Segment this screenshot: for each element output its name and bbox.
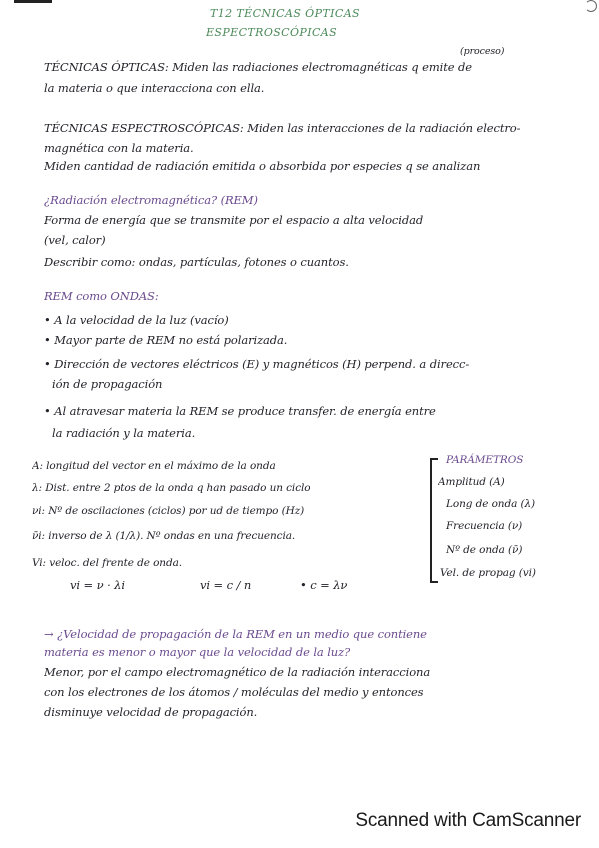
parametros-bracket — [430, 458, 432, 582]
camscanner-watermark: Scanned with CamScanner — [355, 810, 581, 831]
tecnicas-espectro-line-2: magnética con la materia. — [44, 141, 194, 155]
radiacion-line-2: (vel, calor) — [44, 233, 106, 247]
tecnicas-opticas-line-1: TÉCNICAS ÓPTICAS: Miden las radiaciones electromagnéticas q emite de — [44, 60, 472, 74]
parametro-longitud: Long de onda (λ) — [446, 498, 536, 510]
definicion-longitud: λ: Dist. entre 2 ptos de la onda q han pasado un ciclo — [32, 482, 311, 494]
formula-vi-nu-lambda: vi = ν · λi — [70, 578, 125, 592]
parametros-bracket-top — [430, 458, 438, 460]
radiacion-line-3: Describir como: ondas, partículas, fotones o cuantos. — [44, 255, 349, 269]
radiacion-question: ¿Radiación electromagnética? (REM) — [44, 193, 258, 207]
rem-bullet-3-cont: ión de propagación — [52, 377, 163, 391]
parametro-numero-onda: Nº de onda (ν̄) — [446, 544, 523, 556]
title-line-2: ESPECTROSCÓPICAS — [206, 26, 338, 39]
page-corner-mark — [14, 0, 52, 9]
pregunta-line-2: materia es menor o mayor que la velocidad de la luz? — [44, 645, 351, 659]
formula-c-lambda-nu: • c = λν — [300, 578, 348, 592]
respuesta-line-1: Menor, por el campo electromagnético de la radiación interacciona — [44, 665, 431, 679]
definicion-frecuencia: νi: Nº de oscilaciones (ciclos) por ud de tiempo (Hz) — [32, 505, 305, 517]
definicion-numero-onda: ν̄i: inverso de λ (1/λ). Nº ondas en una frecuencia. — [32, 530, 296, 542]
rem-bullet-1: • A la velocidad de la luz (vacío) — [44, 313, 229, 327]
parametros-bracket-bottom — [430, 581, 438, 583]
rem-bullet-2: • Mayor parte de REM no está polarizada. — [44, 333, 288, 347]
definicion-amplitud: A: longitud del vector en el máximo de la onda — [32, 460, 276, 472]
respuesta-line-2: con los electrones de los átomos / moléculas del medio y entonces — [44, 685, 424, 699]
corner-ring-icon — [585, 0, 597, 12]
tecnicas-espectro-line-1: TÉCNICAS ESPECTROSCÓPICAS: Miden las interacciones de la radiación electro- — [44, 121, 521, 135]
tecnicas-opticas-line-2: la materia o que interacciona con ella. — [44, 81, 265, 95]
formula-vi-c-n: vi = c / n — [200, 578, 252, 592]
proceso-note: (proceso) — [460, 46, 505, 57]
parametro-velocidad: Vel. de propag (vi) — [440, 567, 536, 579]
parametros-heading: PARÁMETROS — [446, 454, 524, 466]
rem-ondas-heading: REM como ONDAS: — [44, 289, 159, 303]
parametro-frecuencia: Frecuencia (ν) — [446, 520, 523, 532]
radiacion-line-1: Forma de energía que se transmite por el espacio a alta velocidad — [44, 213, 424, 227]
parametro-amplitud: Amplitud (A) — [438, 476, 505, 488]
pregunta-line-1: → ¿Velocidad de propagación de la REM en un medio que contiene — [44, 627, 427, 641]
respuesta-line-3: disminuye velocidad de propagación. — [44, 705, 258, 719]
tecnicas-espectro-line-3: Miden cantidad de radiación emitida o absorbida por especies q se analizan — [44, 159, 481, 173]
rem-bullet-4-cont: la radiación y la materia. — [52, 426, 196, 440]
title-line-1: T12 TÉCNICAS ÓPTICAS — [210, 7, 360, 20]
definicion-velocidad: Vi: veloc. del frente de onda. — [32, 557, 182, 569]
rem-bullet-3: • Dirección de vectores eléctricos (E) y magnéticos (H) perpend. a direcc- — [44, 357, 470, 371]
rem-bullet-4: • Al atravesar materia la REM se produce transfer. de energía entre — [44, 404, 436, 418]
